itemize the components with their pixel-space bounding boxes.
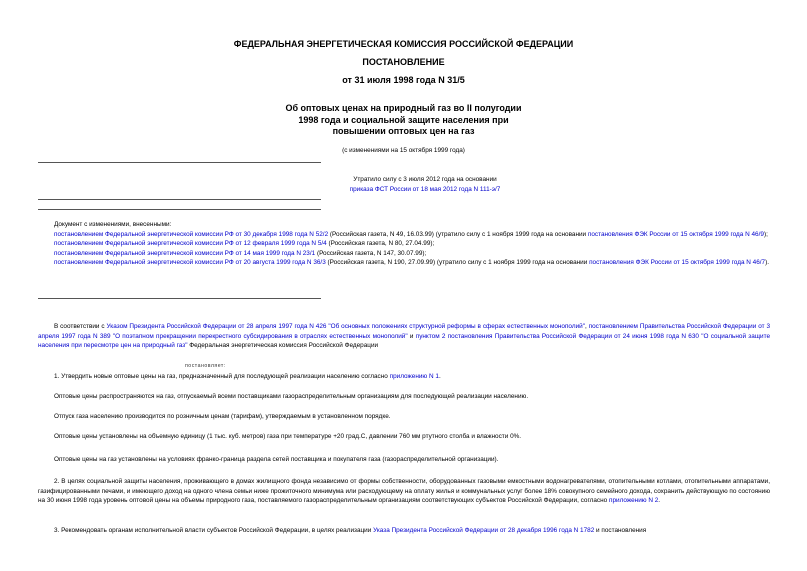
paragraph-4: Оптовые цены установлены на объемную единицу (1 тыс. куб. метров) газа при температуре +20 град.С, давлении 760 мм ртутного столба и влажности 0%. <box>54 433 522 440</box>
preamble-link-decree[interactable]: Указом Президента Российской Федерации от 28 апреля 1997 года N 426 "Об основных положениях структурной реформы в сферах естественных монополий" <box>106 323 585 330</box>
doc-type: ПОСТАНОВЛЕНИЕ <box>362 57 445 67</box>
changes-list <box>38 220 770 268</box>
status-text: Утратило силу с 3 июля 2012 года на основании <box>353 176 497 183</box>
doc-title <box>0 103 807 138</box>
org-name: ФЕДЕРАЛЬНАЯ ЭНЕРГЕТИЧЕСКАЯ КОМИССИЯ РОССИЙСКОЙ ФЕДЕРАЦИИ <box>233 39 574 49</box>
change-link-secondary[interactable]: постановления ФЭК России от 15 октября 1999 года N 46/9 <box>587 230 764 238</box>
preamble: В соответствии с Указом Президента Российской Федерации от 28 апреля 1997 года N 426 "Об основных положениях структурной реформы в сферах естественных монополий", постановлением Правительства Российской Федерации от 3 апреля 1997 года N 389 "О поэтапном прекращении перекрестного субсидирования в отраслях естественных монополий" и пунктом 2 постановления Правительства Российской Федерации от 24 июня 1998 года N 630 "О социальной защите населения при пересмотре цен на природный газ" Федеральная энергетическая комиссия Российской Федерации <box>38 323 771 350</box>
paragraph-2: Оптовые цены распространяются на газ, отпускаемый всеми поставщиками газораспределительным организациям для последующей реализации населению. <box>54 393 529 400</box>
appendix-1-link[interactable]: приложению N 1 <box>389 373 439 380</box>
list-item: постановлением Федеральной энергетической комиссии РФ от 14 мая 1999 года N 23/1 (Российская газета, N 147, 30.07.99); <box>54 249 427 257</box>
divider <box>38 162 321 163</box>
amendment-note: (с изменениями на 15 октября 1999 года) <box>342 147 465 154</box>
doc-title-line: Об оптовых ценах на природный газ во II полугодии <box>285 103 522 113</box>
change-link[interactable]: постановлением Федеральной энергетической комиссии РФ от 14 мая 1999 года N 23/1 <box>54 249 316 257</box>
divider <box>38 209 321 210</box>
status-link[interactable]: приказа ФСТ России от 18 мая 2012 года N 111-э/7 <box>349 186 501 193</box>
divider <box>38 298 321 299</box>
paragraph-1: 1. Утвердить новые оптовые цены на газ, предназначенный для последующей реализации населению согласно приложению N 1. <box>54 373 441 380</box>
paragraph-7: 3. Рекомендовать органам исполнительной власти субъектов Российской Федерации, в целях реализации Указа Президента Российской Федерации от 28 декабря 1996 года N 1782 и постановления <box>54 527 647 534</box>
paragraph-5: Оптовые цены на газ установлены на условиях франко-граница раздела сетей поставщика и покупателя газа (газораспределительной организации). <box>54 456 499 463</box>
decree-word: постановляет: <box>185 363 226 369</box>
paragraph-3: Отпуск газа населению производится по розничным ценам (тарифам), утверждаемым в установленном порядке. <box>54 413 391 420</box>
divider <box>38 199 321 200</box>
list-item: постановлением Федеральной энергетической комиссии РФ от 20 августа 1999 года N 36/3 (Российская газета, N 190, 27.09.99) (утратило силу с 1 ноября 1999 года на основании постановления ФЭК России от 15 октября 1999 года N 46/7). <box>54 259 770 266</box>
appendix-2-link[interactable]: приложению N 2 <box>608 497 659 505</box>
change-link[interactable]: постановлением Федеральной энергетической комиссии РФ от 30 декабря 1998 года N 52/2 <box>54 230 329 238</box>
status-block <box>325 175 525 195</box>
doc-title-line: 1998 года и социальной защите населения при <box>298 114 509 125</box>
change-link-secondary[interactable]: постановления ФЭК России от 15 октября 1999 года N 46/7 <box>589 259 766 266</box>
doc-title-line: повышении оптовых цен на газ <box>332 126 475 136</box>
presidential-decree-link[interactable]: Указа Президента Российской Федерации от 28 декабря 1996 года N 1782 <box>373 527 595 534</box>
changes-intro: Документ с изменениями, внесенными: <box>54 221 172 228</box>
preamble-link-resolution[interactable]: постановлением Правительства Российской Федерации от 3 апреля 1997 года N 389 "О поэтапном прекращении перекрестного субсидирования в отраслях естественных монополий" <box>38 323 770 340</box>
doc-date-number: от 31 июля 1998 года N 31/5 <box>342 75 465 85</box>
paragraph-6: 2. В целях социальной защиты населения, проживающего в домах жилищного фонда независимо от формы собственности, оборудованных газовыми емкостными водонагревателями, отопительными котлами, отопительными аппаратами, газифицированными печами, и имеющего доход на одного члена семьи ниже прожиточного минимума или расходующему на оплату жилья и коммунальных услуг более 18% совокупного семейного дохода, сохранить действующую по состоянию на 30 июня 1998 года уровень оптовой цены на объемы природного газа, поставляемого газораспределительным организациям соответствующих субъектов Российской Федерации, согласно приложению N 2. <box>38 478 770 505</box>
list-item: постановлением Федеральной энергетической комиссии РФ от 30 декабря 1998 года N 52/2 (Российская газета, N 49, 16.03.99) (утратило силу с 1 ноября 1999 года на основании постановления ФЭК России от 15 октября 1999 года N 46/9); <box>54 230 768 238</box>
preamble-link-clause[interactable]: пунктом 2 постановления Правительства Российской Федерации от 24 июня 1998 года N 630 "О социальной защите населения при пересмотре цен на природный газ" <box>38 332 771 350</box>
change-link[interactable]: постановлением Федеральной энергетической комиссии РФ от 20 августа 1999 года N 36/3 <box>54 259 326 266</box>
change-link[interactable]: постановлением Федеральной энергетической комиссии РФ от 12 февраля 1999 года N 5/4 <box>54 240 327 247</box>
list-item: постановлением Федеральной энергетической комиссии РФ от 12 февраля 1999 года N 5/4 (Российская газета, N 80, 27.04.99); <box>54 240 435 247</box>
